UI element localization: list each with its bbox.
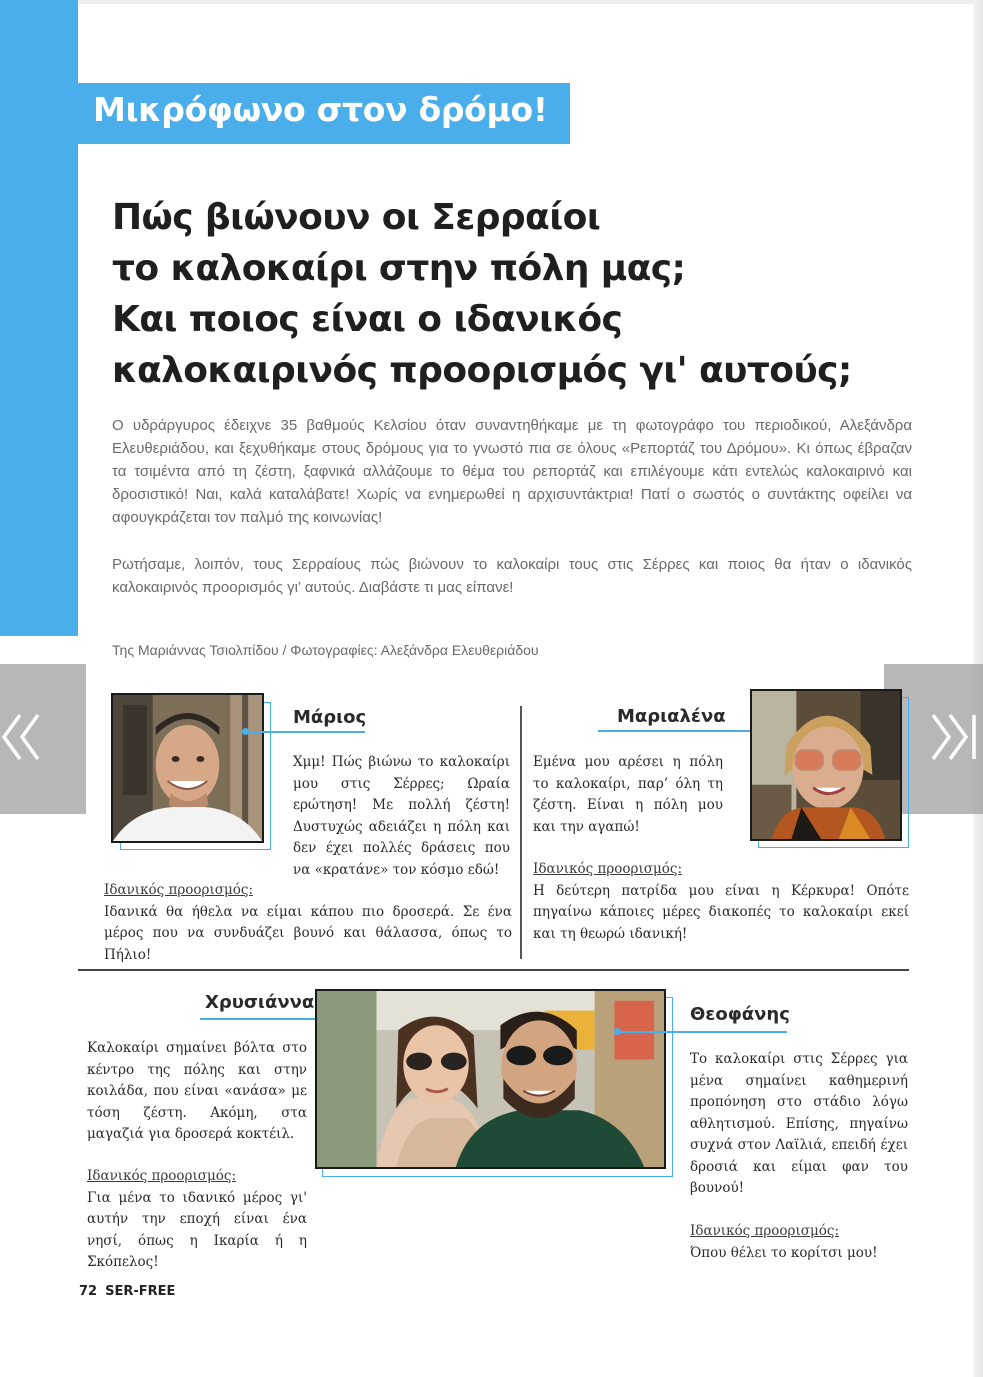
section-banner (78, 83, 570, 144)
ideal-destination-text: Η δεύτερη πατρίδα μου είναι η Κέρκυρα! Οπότε πηγαίνω κάποιες μέρες διακοπές το καλοκαίρι εκεί και τη θεωρώ ιδανική! (533, 882, 909, 942)
interviewee-name: Μαριαλένα (617, 706, 726, 727)
accent-sidebar-bar (0, 0, 78, 636)
ideal-destination-label: Ιδανικός προορισμός: (104, 882, 254, 898)
connector-dot (242, 728, 249, 735)
page-footer (79, 1284, 175, 1299)
headline-line: το καλοκαίρι στην πόλη μας; (112, 248, 686, 289)
interviewee-name: Μάριος (293, 707, 367, 728)
ideal-destination-text: Ιδανικά θα ήθελα να είμαι κάπου πιο δροσερά. Σε ένα μέρος που να συνδυάζει βουνό και θάλασσα, όπως το Πήλιο! (104, 903, 512, 963)
previous-page-button[interactable] (0, 664, 86, 814)
name-underline (245, 731, 365, 733)
ideal-destination-block (104, 880, 512, 966)
chevron-end-icon (930, 709, 980, 765)
intro-paragraph: Ο υδράργυρος έδειχνε 35 βαθμούς Κελσίου όταν συναντηθήκαμε με τη φωτογράφο του περιοδικού, Αλεξάνδρα Ελευθεριάδου, και ξεχυθήκαμε στους δρόμους για το γνωστό πια σε όλους «Ρεπορτάζ του Δρόμου». Κι όπως έβραζαν τα τσιμέντα από τη ζέστη, ξαφνικά αλλάζουμε το θέμα του ρεπορτάζ και επιλέγουμε κάτι εντελώς καλοκαιρινό και δροσιστικό! Ναι, καλά καταλάβατε! Χωρίς να ενημερωθεί η αρχισυντάκτρια! Πατί ο σωστός ο συντάκτης οφείλει να αφουγκράζεται τον παλμό της κοινωνίας! (112, 417, 912, 526)
interview-answer: Καλοκαίρι σημαίνει βόλτα στο κέντρο της πόλης και στην κοιλάδα, που είναι «ανάσα» με τόση ζέστη. Ακόμη, στα μαγαζιά για δροσερά κοκτέιλ. (87, 1040, 307, 1142)
ideal-destination-text: Για μένα το ιδανικό μέρος γι' αυτήν την εποχή είναι ένα νησί, όπως η Ικαρία ή η Σκόπελος! (87, 1189, 307, 1270)
ideal-destination-block (87, 1166, 307, 1274)
couple-photo (315, 989, 666, 1169)
ideal-destination-block (690, 1221, 908, 1264)
section-divider (78, 969, 909, 971)
page-top-edge (0, 0, 983, 4)
ideal-destination-label: Ιδανικός προορισμός: (533, 861, 683, 877)
ideal-destination-block (533, 859, 909, 945)
marialena-photo (750, 689, 902, 841)
interviewee-name: Χρυσιάννα (205, 992, 315, 1013)
ideal-destination-text: Όπου θέλει το κορίτσι μου! (690, 1244, 878, 1261)
interview-answer: Το καλοκαίρι στις Σέρρες για μένα σημαίνει καθημερινή προπόνηση στο στάδιο λόγω αθλητισμού. Επίσης, πηγαίνω συχνά στον Λαϊλιά, επειδή έχει δροσιά και είμαι φαν του βουνού! (690, 1051, 908, 1196)
page-number: 72 (79, 1284, 98, 1299)
double-chevron-left-icon (0, 709, 44, 765)
intro-paragraph: Ρωτήσαμε, λοιπόν, τους Σερραίους πώς βιώνουν το καλοκαίρι τους στις Σέρρες και ποιος θα ήταν ο ιδανικός καλοκαιρινός προορισμός γι’ αυτούς. Διαβάστε τι μας είπανε! (112, 556, 912, 596)
byline: Της Μαριάννας Τσιολπίδου / Φωτογραφίες: Αλεξάνδρα Ελευθεριάδου (112, 642, 539, 658)
headline-line: Πώς βιώνουν οι Σερραίοι (112, 197, 601, 238)
column-divider (520, 706, 522, 959)
section-title: Μικρόφωνο στον δρόμο! (93, 90, 548, 129)
ideal-destination-label: Ιδανικός προορισμός: (690, 1223, 840, 1239)
interview-answer: Χμμ! Πώς βιώνω το καλοκαίρι μου στις Σέρρες; Ωραία ερώτηση! Με πολλή ζέστη! Δυστυχώς αδειάζει η πόλη και δεν έχει πολλές δράσεις που να «κρατάνε» τον κόσμο εδώ! (293, 754, 510, 878)
headline-line: Και ποιος είναι ο ιδανικός (112, 299, 623, 340)
headline-line: καλοκαιρινός προορισμός γι' αυτούς; (112, 350, 852, 391)
interview-answer: Εμένα μου αρέσει η πόλη το καλοκαίρι, παρ’ όλη τη ζέστη. Είναι η πόλη μου και την αγαπώ! (533, 754, 723, 835)
magazine-brand: SER-FREE (105, 1284, 176, 1299)
interviewee-name: Θεοφάνης (690, 1004, 790, 1025)
ideal-destination-label: Ιδανικός προορισμός: (87, 1168, 237, 1184)
marios-photo (111, 693, 264, 843)
name-underline (617, 1031, 787, 1033)
connector-dot (614, 1028, 621, 1035)
article-headline (112, 192, 932, 396)
